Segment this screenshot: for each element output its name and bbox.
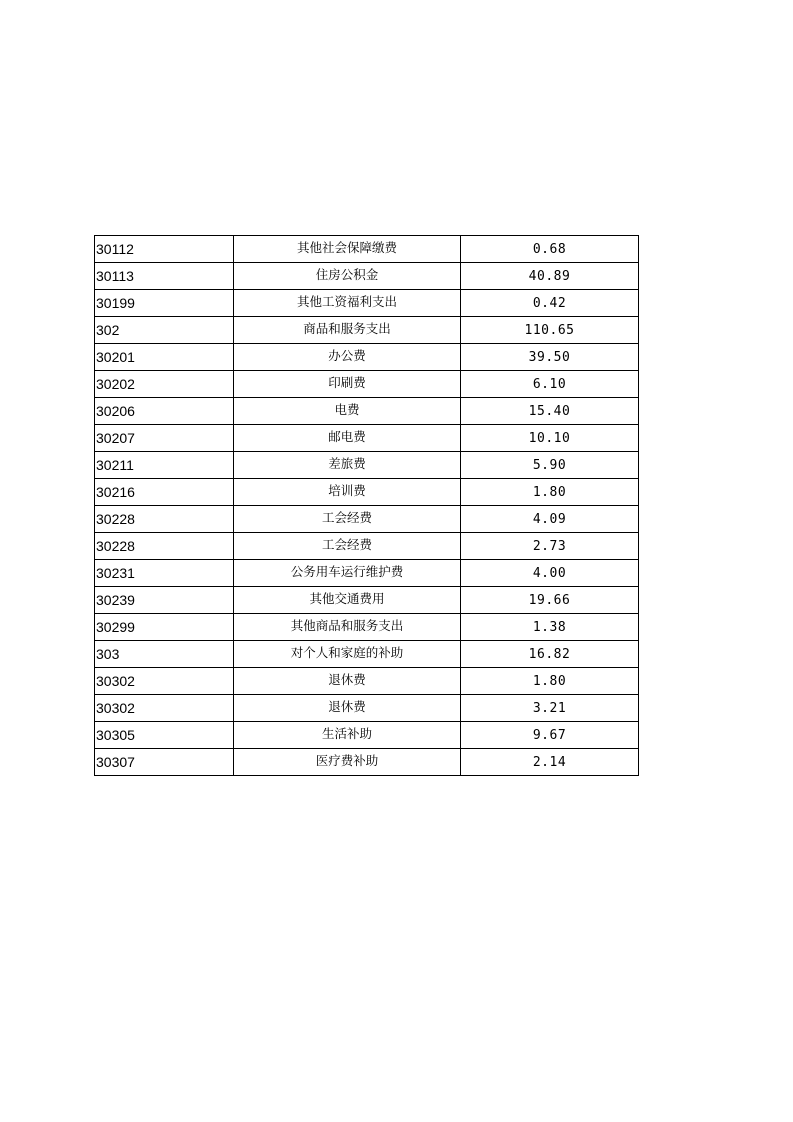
amount-cell: 0.68	[461, 236, 639, 263]
code-cell: 30201	[95, 344, 234, 371]
amount-cell: 10.10	[461, 425, 639, 452]
code-cell: 30305	[95, 722, 234, 749]
name-cell: 对个人和家庭的补助	[234, 641, 461, 668]
amount-cell: 1.38	[461, 614, 639, 641]
code-cell: 30239	[95, 587, 234, 614]
amount-cell: 9.67	[461, 722, 639, 749]
name-cell: 医疗费补助	[234, 749, 461, 776]
code-cell: 30199	[95, 290, 234, 317]
table-row	[95, 344, 639, 371]
amount-cell: 110.65	[461, 317, 639, 344]
table-row	[95, 614, 639, 641]
table-row	[95, 263, 639, 290]
name-cell: 退休费	[234, 695, 461, 722]
name-cell: 邮电费	[234, 425, 461, 452]
code-cell: 303	[95, 641, 234, 668]
name-cell: 工会经费	[234, 533, 461, 560]
table-row	[95, 722, 639, 749]
table-row	[95, 425, 639, 452]
code-cell: 30228	[95, 533, 234, 560]
name-cell: 商品和服务支出	[234, 317, 461, 344]
amount-cell: 16.82	[461, 641, 639, 668]
amount-cell: 1.80	[461, 479, 639, 506]
table-row	[95, 533, 639, 560]
table-row	[95, 695, 639, 722]
table-row	[95, 506, 639, 533]
name-cell: 印刷费	[234, 371, 461, 398]
code-cell: 302	[95, 317, 234, 344]
table-row	[95, 560, 639, 587]
code-cell: 30112	[95, 236, 234, 263]
table-row	[95, 236, 639, 263]
name-cell: 其他工资福利支出	[234, 290, 461, 317]
amount-cell: 0.42	[461, 290, 639, 317]
amount-cell: 1.80	[461, 668, 639, 695]
amount-cell: 2.14	[461, 749, 639, 776]
code-cell: 30302	[95, 668, 234, 695]
table-row	[95, 371, 639, 398]
name-cell: 住房公积金	[234, 263, 461, 290]
table-row	[95, 587, 639, 614]
name-cell: 电费	[234, 398, 461, 425]
amount-cell: 4.09	[461, 506, 639, 533]
code-cell: 30302	[95, 695, 234, 722]
code-cell: 30228	[95, 506, 234, 533]
amount-cell: 15.40	[461, 398, 639, 425]
amount-cell: 2.73	[461, 533, 639, 560]
name-cell: 退休费	[234, 668, 461, 695]
table-row	[95, 479, 639, 506]
table-row	[95, 452, 639, 479]
table-body	[95, 236, 639, 776]
expenditure-table	[94, 235, 639, 776]
code-cell: 30307	[95, 749, 234, 776]
code-cell: 30202	[95, 371, 234, 398]
amount-cell: 5.90	[461, 452, 639, 479]
amount-cell: 19.66	[461, 587, 639, 614]
code-cell: 30113	[95, 263, 234, 290]
name-cell: 其他交通费用	[234, 587, 461, 614]
table-row	[95, 641, 639, 668]
code-cell: 30206	[95, 398, 234, 425]
name-cell: 工会经费	[234, 506, 461, 533]
table-row	[95, 317, 639, 344]
amount-cell: 3.21	[461, 695, 639, 722]
amount-cell: 39.50	[461, 344, 639, 371]
table-row	[95, 290, 639, 317]
table-row	[95, 749, 639, 776]
table-row	[95, 398, 639, 425]
amount-cell: 40.89	[461, 263, 639, 290]
amount-cell: 6.10	[461, 371, 639, 398]
code-cell: 30211	[95, 452, 234, 479]
name-cell: 办公费	[234, 344, 461, 371]
code-cell: 30231	[95, 560, 234, 587]
code-cell: 30207	[95, 425, 234, 452]
code-cell: 30216	[95, 479, 234, 506]
amount-cell: 4.00	[461, 560, 639, 587]
name-cell: 其他社会保障缴费	[234, 236, 461, 263]
name-cell: 生活补助	[234, 722, 461, 749]
code-cell: 30299	[95, 614, 234, 641]
name-cell: 培训费	[234, 479, 461, 506]
name-cell: 公务用车运行维护费	[234, 560, 461, 587]
name-cell: 其他商品和服务支出	[234, 614, 461, 641]
table-row	[95, 668, 639, 695]
name-cell: 差旅费	[234, 452, 461, 479]
